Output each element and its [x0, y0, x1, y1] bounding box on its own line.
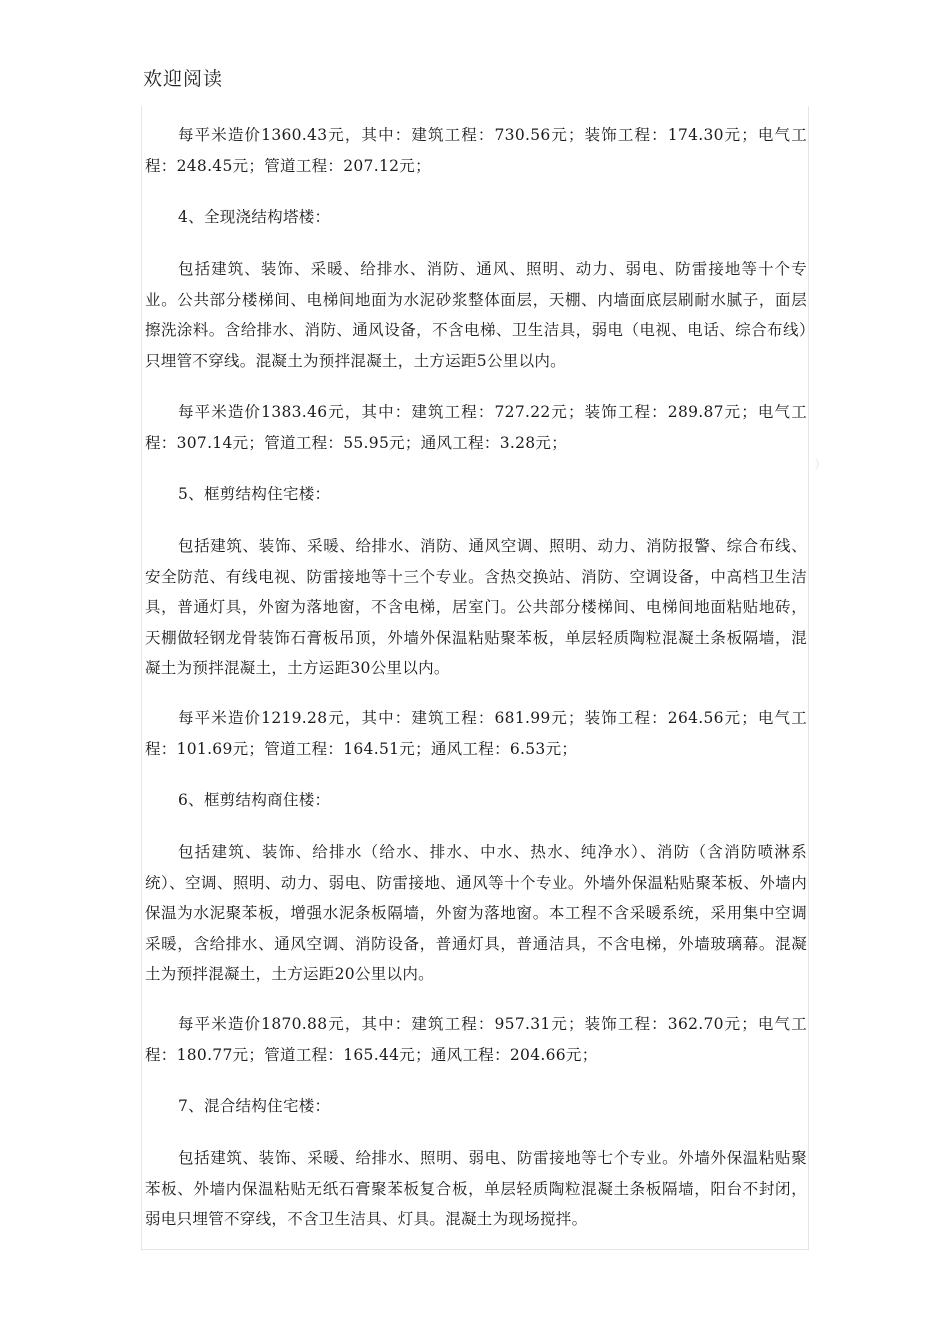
cost-paragraph-5: 每平米造价1219.28元，其中：建筑工程：681.99元；装饰工程：264.56元；电气工程：101.69元；管道工程：164.51元；通风工程：6.53元；: [145, 709, 807, 758]
section-heading-6: 6、框剪结构商住楼：: [178, 791, 331, 809]
description-paragraph-6: 包括建筑、装饰、给排水（给水、排水、中水、热水、纯净水）、消防（含消防喷淋系统）、空调、照明、动力、弱电、防雷接地、通风等十个专业。外墙外保温粘贴聚苯板、外墙内保温为水泥聚苯板，增强水泥条板隔墙，外窗为落地窗。本工程不含采暖系统，采用集中空调采暖，含给排水、通风空调、消防设备，普通灯具，普通洁具，不含电梯，外墙玻璃幕。混凝土为预拌混凝土，土方运距20公里以内。: [145, 843, 807, 983]
page-header-title: 欢迎阅读: [143, 68, 224, 90]
cost-paragraph-3: 每平米造价1360.43元，其中：建筑工程：730.56元；装饰工程：174.30元；电气工程：248.45元；管道工程：207.12元；: [145, 126, 807, 175]
description-paragraph-5: 包括建筑、装饰、采暖、给排水、消防、通风空调、照明、动力、消防报警、综合布线、安全防范、有线电视、防雷接地等十三个专业。含热交换站、消防、空调设备，中高档卫生洁具，普通灯具，外窗为落地窗，不含电梯，居室门。公共部分楼梯间、电梯间地面粘贴地砖，天棚做轻钢龙骨装饰石膏板吊顶，外墙外保温粘贴聚苯板，单层轻质陶粒混凝土条板隔墙，混凝土为预拌混凝土，土方运距30公里以内。: [145, 537, 807, 677]
section-heading-7: 7、混合结构住宅楼：: [178, 1097, 331, 1115]
cost-paragraph-4: 每平米造价1383.46元，其中：建筑工程：727.22元；装饰工程：289.87元；电气工程：307.14元；管道工程：55.95元；通风工程：3.28元；: [145, 403, 807, 452]
description-paragraph-7: 包括建筑、装饰、采暖、给排水、照明、弱电、防雷接地等七个专业。外墙外保温粘贴聚苯板、外墙内保温粘贴无纸石膏聚苯板复合板，单层轻质陶粒混凝土条板隔墙，阳台不封闭，弱电只埋管不穿线，不含卫生洁具、灯具。混凝土为现场搅拌。: [145, 1149, 807, 1228]
page-edge-mark: [807, 458, 819, 470]
cost-paragraph-6: 每平米造价1870.88元，其中：建筑工程：957.31元；装饰工程：362.70元；电气工程：180.77元；管道工程：165.44元；通风工程：204.66元；: [145, 1015, 807, 1064]
description-paragraph-4: 包括建筑、装饰、采暖、给排水、消防、通风、照明、动力、弱电、防雷接地等十个专业。公共部分楼梯间、电梯间地面为水泥砂浆整体面层，天棚、内墙面底层刷耐水腻子，面层擦洗涂料。含给排水、消防、通风设备，不含电梯、卫生洁具，弱电（电视、电话、综合布线）只埋管不穿线。混凝土为预拌混凝土，土方运距5公里以内。: [145, 260, 807, 370]
section-heading-5: 5、框剪结构住宅楼：: [178, 485, 331, 503]
section-heading-4: 4、全现浇结构塔楼：: [178, 208, 331, 226]
